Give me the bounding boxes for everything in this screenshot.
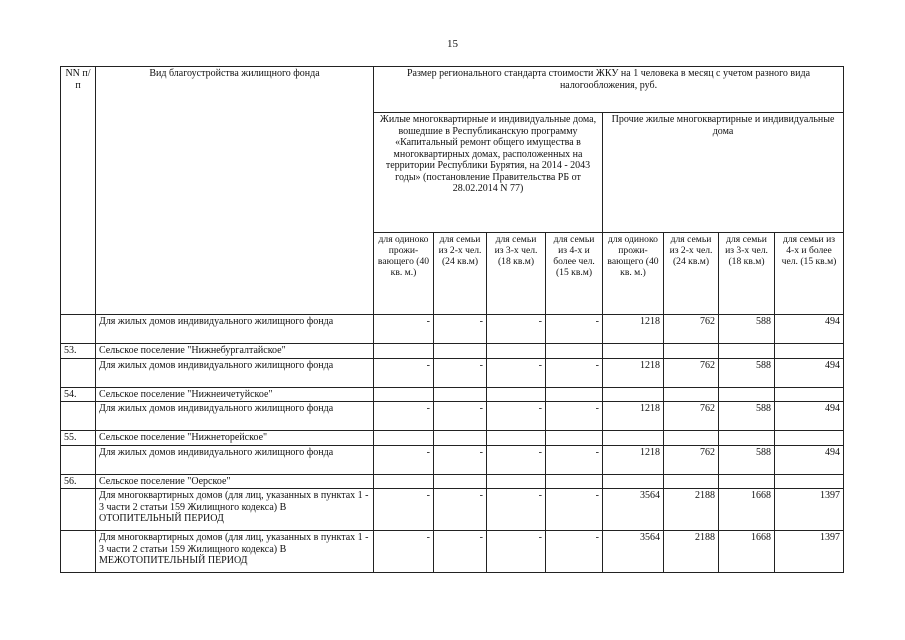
value-cell: -	[487, 315, 546, 344]
row-description: Для многоквартирных домов (для лиц, указанных в пунктах 1 - 3 части 2 статьи 159 Жилищного кодекса) В ОТОПИТЕЛЬНЫЙ ПЕРИОД	[96, 489, 374, 531]
value-cell: -	[374, 402, 434, 431]
value-cell	[487, 431, 546, 446]
table-row	[61, 402, 844, 431]
subheader-cell: для одиноко прожи-вающего (40 кв. м.)	[374, 233, 434, 315]
subheader-cell: для семьи из 4-х и более чел. (15 кв.м)	[546, 233, 603, 315]
row-number	[61, 531, 96, 573]
value-cell	[603, 474, 664, 489]
row-number	[61, 358, 96, 387]
header-group-other: Прочие жилые многоквартирные и индивидуальные дома	[603, 113, 844, 233]
subheader-cell: для семьи из 3-х чел. (18 кв.м)	[719, 233, 775, 315]
value-cell: 1397	[775, 489, 844, 531]
row-number	[61, 315, 96, 344]
value-cell: 1668	[719, 489, 775, 531]
settlement-row	[61, 387, 844, 402]
header-size: Размер регионального стандарта стоимости ЖКУ на 1 человека в месяц с учетом разного вида налогообложения, руб.	[374, 67, 844, 113]
value-cell: -	[434, 489, 487, 531]
value-cell	[603, 387, 664, 402]
value-cell	[664, 344, 719, 359]
value-cell	[775, 474, 844, 489]
tariff-table	[60, 66, 844, 573]
value-cell: 494	[775, 445, 844, 474]
row-number: 56.	[61, 474, 96, 489]
table-row	[61, 358, 844, 387]
value-cell	[487, 344, 546, 359]
value-cell: 2188	[664, 489, 719, 531]
row-description: Для многоквартирных домов (для лиц, указанных в пунктах 1 - 3 части 2 статьи 159 Жилищного кодекса) В МЕЖОТОПИТЕЛЬНЫЙ ПЕРИОД	[96, 531, 374, 573]
value-cell	[546, 344, 603, 359]
value-cell: -	[434, 445, 487, 474]
value-cell: 2188	[664, 531, 719, 573]
value-cell: -	[374, 489, 434, 531]
value-cell	[719, 474, 775, 489]
value-cell: -	[546, 489, 603, 531]
value-cell: 3564	[603, 531, 664, 573]
value-cell: -	[374, 358, 434, 387]
value-cell	[664, 474, 719, 489]
value-cell	[664, 387, 719, 402]
header-group-capital-repair: Жилые многоквартирные и индивидуальные дома, вошедшие в Республиканскую программу «Капитальный ремонт общего имущества в многоквартирных домах, расположенных на территории Республики Бурятия, на 2014 - 2043 годы» (постановление Правительства РБ от 28.02.2014 N 77)	[374, 113, 603, 233]
value-cell: -	[434, 402, 487, 431]
value-cell: 494	[775, 315, 844, 344]
value-cell	[546, 387, 603, 402]
value-cell	[434, 431, 487, 446]
value-cell: -	[487, 402, 546, 431]
value-cell: 1218	[603, 358, 664, 387]
header-nn: NN п/п	[61, 67, 96, 315]
value-cell: 762	[664, 315, 719, 344]
value-cell: 1218	[603, 445, 664, 474]
value-cell	[546, 431, 603, 446]
table-row	[61, 445, 844, 474]
table-row	[61, 531, 844, 573]
subheader-cell: для семьи из 4-х и более чел. (15 кв.м)	[775, 233, 844, 315]
value-cell	[603, 344, 664, 359]
value-cell: -	[487, 445, 546, 474]
value-cell: -	[487, 358, 546, 387]
value-cell	[775, 387, 844, 402]
row-number	[61, 489, 96, 531]
value-cell: -	[546, 315, 603, 344]
value-cell	[664, 431, 719, 446]
settlement-row	[61, 431, 844, 446]
value-cell	[434, 387, 487, 402]
value-cell: -	[434, 315, 487, 344]
value-cell: -	[434, 358, 487, 387]
row-number: 54.	[61, 387, 96, 402]
value-cell	[719, 387, 775, 402]
value-cell: 1218	[603, 402, 664, 431]
settlement-name: Сельское поселение "Нижнеичетуйское"	[96, 387, 374, 402]
subheader-cell: для одиноко прожи-вающего (40 кв. м.)	[603, 233, 664, 315]
value-cell	[719, 431, 775, 446]
value-cell: 588	[719, 358, 775, 387]
settlement-row	[61, 474, 844, 489]
value-cell: 762	[664, 358, 719, 387]
value-cell: 1218	[603, 315, 664, 344]
value-cell: 762	[664, 445, 719, 474]
value-cell: -	[546, 402, 603, 431]
value-cell: 1397	[775, 531, 844, 573]
value-cell	[775, 344, 844, 359]
value-cell	[374, 474, 434, 489]
header-kind: Вид благоустройства жилищного фонда	[96, 67, 374, 315]
settlement-name: Сельское поселение "Нижнебургалтайское"	[96, 344, 374, 359]
value-cell: 494	[775, 402, 844, 431]
value-cell	[487, 474, 546, 489]
value-cell: -	[546, 445, 603, 474]
value-cell	[374, 344, 434, 359]
row-number: 53.	[61, 344, 96, 359]
page-number: 15	[447, 38, 458, 50]
value-cell: 762	[664, 402, 719, 431]
value-cell: -	[434, 531, 487, 573]
value-cell	[487, 387, 546, 402]
value-cell	[719, 344, 775, 359]
value-cell: -	[374, 445, 434, 474]
value-cell	[546, 474, 603, 489]
value-cell	[434, 474, 487, 489]
value-cell: -	[487, 489, 546, 531]
row-description: Для жилых домов индивидуального жилищного фонда	[96, 358, 374, 387]
value-cell: -	[546, 531, 603, 573]
row-description: Для жилых домов индивидуального жилищного фонда	[96, 315, 374, 344]
settlement-name: Сельское поселение "Оерское"	[96, 474, 374, 489]
value-cell: 588	[719, 402, 775, 431]
row-number	[61, 445, 96, 474]
value-cell: -	[487, 531, 546, 573]
row-description: Для жилых домов индивидуального жилищного фонда	[96, 402, 374, 431]
subheader-cell: для семьи из 3-х чел. (18 кв.м)	[487, 233, 546, 315]
value-cell: -	[546, 358, 603, 387]
value-cell: 3564	[603, 489, 664, 531]
table-row	[61, 315, 844, 344]
value-cell	[775, 431, 844, 446]
subheader-cell: для семьи из 2-х чел. (24 кв.м)	[664, 233, 719, 315]
value-cell: 588	[719, 445, 775, 474]
row-number	[61, 402, 96, 431]
settlement-row	[61, 344, 844, 359]
value-cell: -	[374, 315, 434, 344]
row-number: 55.	[61, 431, 96, 446]
settlement-name: Сельское поселение "Нижнеторейское"	[96, 431, 374, 446]
value-cell: 1668	[719, 531, 775, 573]
value-cell	[374, 431, 434, 446]
value-cell	[374, 387, 434, 402]
table-row	[61, 489, 844, 531]
value-cell: 588	[719, 315, 775, 344]
subheader-cell: для семьи из 2-х чел. (24 кв.м)	[434, 233, 487, 315]
value-cell: -	[374, 531, 434, 573]
row-description: Для жилых домов индивидуального жилищного фонда	[96, 445, 374, 474]
value-cell	[434, 344, 487, 359]
value-cell	[603, 431, 664, 446]
value-cell: 494	[775, 358, 844, 387]
